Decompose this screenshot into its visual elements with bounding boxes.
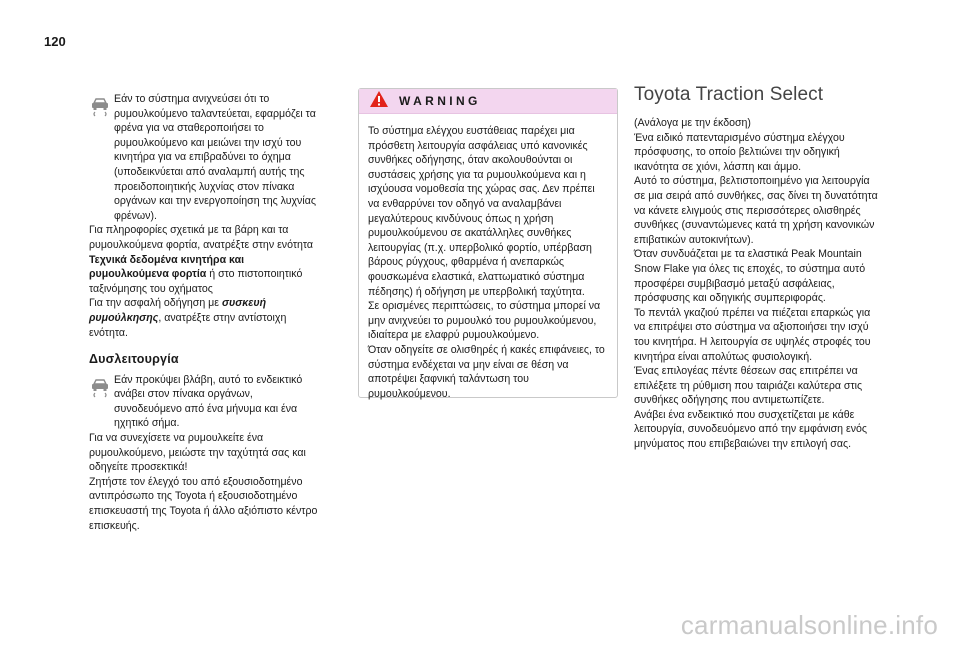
skidding-car-icon (89, 95, 111, 117)
traction-select-title: Toyota Traction Select (634, 84, 824, 105)
warning-triangle-icon (369, 90, 389, 113)
warning-body (359, 114, 617, 401)
warning-paragraph-1: Το σύστημα ελέγχου ευστάθειας παρέχει μια πρόσθετη λειτουργία ασφάλειας υπό κανονικές συνθήκες οδήγησης, όταν ακολουθούνται οι συστάσεις χρήσης για τα ρυμουλκούμενα και η ισχύουσα νομοθεσία της χώρας σας. Δεν πρέπει να ενθαρρύνει τον οδηγό να αναλαμβάνει μεγαλύτερους κινδύνους όπως η χρήση ρυμουλκούμενου σε ακατάλληλες συνθήκες λειτουργίας (π.χ. υπερβολικό φορτίο, υπέρβαση βάρους ρύγχους, φθαρμένα ή ανεπαρκώς φουσκωμένα ελαστικά, ελαττωματικό σύστημα πέδησης) ή οδήγηση με υπερβολική ταχύτητα. (368, 125, 595, 298)
malfunction-heading: Δυσλειτουργία (89, 352, 179, 367)
service-paragraph: Ζητήστε τον έλεγχό του από εξουσιοδοτημένο αντιπρόσωπο της Toyota ή εξουσιοδοτημένο επισκευαστή της Toyota ή άλλο αξιόπιστο κέντρο επισκευής. (89, 475, 318, 532)
weights-paragraph (89, 223, 321, 296)
accelerator-paragraph: Το πεντάλ γκαζιού πρέπει να πιέζεται επαρκώς για να επιτρέψει στο σύστημα να αξιοποιήσει την ισχύ του κινητήρα. Η λειτουργία σε υψηλές στροφές του κινητήρα είναι απολύτως φυσιολογική. (634, 306, 871, 363)
traction-description: Ένα ειδικό πατενταρισμένο σύστημα ελέγχου πρόσφυσης, το οποίο βελτιώνει την οδηγική ικανότητα σε χιόνι, λάσπη και άμμο. (634, 131, 845, 173)
malfunction-paragraph-text: Εάν προκύψει βλάβη, αυτό το ενδεικτικό ανάβει στον πίνακα οργάνων, συνοδευόμενο από ένα μήνυμα και ένα ηχητικό σήμα. (114, 373, 303, 430)
towing-text-b: , ανατρέξτε στην αντίστοιχη ενότητα. (89, 311, 287, 339)
reduce-speed-paragraph: Για να συνεχίσετε να ρυμουλκείτε ένα ρυμουλκούμενο, μειώστε την ταχύτητά σας και οδηγείτε προσεκτικά! (89, 432, 306, 474)
warning-title: WARNING (399, 93, 481, 108)
page-number: 120 (44, 34, 66, 49)
towing-text-a: Για την ασφαλή οδήγηση με (89, 297, 219, 310)
system-optimized-paragraph: Αυτό το σύστημα, βελτιστοποιημένο για λειτουργία σε μια σειρά από συνθήκες, σας δίνει τη δυνατότητα να κάνετε ελιγμούς στις περισσότερες ολισθηρές συνθήκες (συναντώμενες κατά τη χρήση κανονικών επιβατικών αυτοκινήτων). (634, 175, 878, 246)
watermark: carmanualsonline.info (680, 610, 938, 640)
left-column (89, 92, 321, 533)
skidding-car-icon (89, 376, 111, 398)
towing-device-reference: συσκευή ρυμούλκησης (89, 297, 267, 324)
warning-header (359, 89, 617, 114)
malfunction-paragraph (89, 373, 321, 431)
warning-box (358, 88, 618, 398)
selector-paragraph: Ένας επιλογέας πέντε θέσεων σας επιτρέπει να επιλέξετε τη ρύθμιση που ταιριάζει καλύτερα στις συνθήκες οδήγησης που αντιμετωπίζετε. (634, 365, 863, 407)
tyres-paragraph: Όταν συνδυάζεται με τα ελαστικά Peak Mountain Snow Flake για όλες τις εποχές, το σύστημα αυτό προσφέρει συμβιβασμό μεταξύ ασφάλειας, πρόσφυσης και οδηγικής συμπεριφοράς. (634, 248, 866, 305)
weights-text-b: ή στο πιστοποιητικό ταξινόμησης του οχήματος (89, 268, 303, 295)
warning-paragraph-2: Σε ορισμένες περιπτώσεις, το σύστημα μπορεί να μην ανιχνεύει το ρυμουλκό του ρυμουλκούμενου, ιδιαίτερα με ελαφρύ ρυμουλκούμενο. (368, 300, 601, 342)
towing-paragraph (89, 296, 321, 340)
engine-data-reference: Τεχνικά δεδομένα κινητήρα και ρυμουλκούμενα φορτία (89, 253, 245, 281)
stability-paragraph-text: Εάν το σύστημα ανιχνεύσει ότι το ρυμουλκούμενο ταλαντεύεται, εφαρμόζει τα φρένα για να σταθεροποιήσει το ρυμουλκούμενο και μειώνει την ισχύ του κινητήρα για να επιβραδύνει το όχημα (υποδεικνύεται από αναλαμπή αυτής της προειδοποιητικής λυχνίας στον πίνακα οργάνων και την ενεργοποίηση της λυχνίας φρένων). (114, 93, 316, 222)
stability-warning-paragraph (89, 92, 321, 223)
indicator-paragraph: Ανάβει ένα ενδεικτικό που συσχετίζεται με κάθε λειτουργία, συνοδευόμενο από την εμφάνιση ενός μηνύματος που επιβεβαιώνει την επιλογή σας. (634, 408, 868, 451)
version-note: (Ανάλογα με την έκδοση) (634, 117, 751, 129)
warning-paragraph-3: Όταν οδηγείτε σε ολισθηρές ή κακές επιφάνειες, το σύστημα ενδέχεται να μην είναι σε θέση να αποτρέψει ξαφνική ταλάντωση του ρυμουλκούμενου. (368, 343, 605, 400)
weights-text-a: Για πληροφορίες σχετικά με τα βάρη και τα ρυμουλκούμενα φορτία, ανατρέξτε στην ενότητα (89, 224, 314, 251)
right-column (634, 84, 882, 452)
